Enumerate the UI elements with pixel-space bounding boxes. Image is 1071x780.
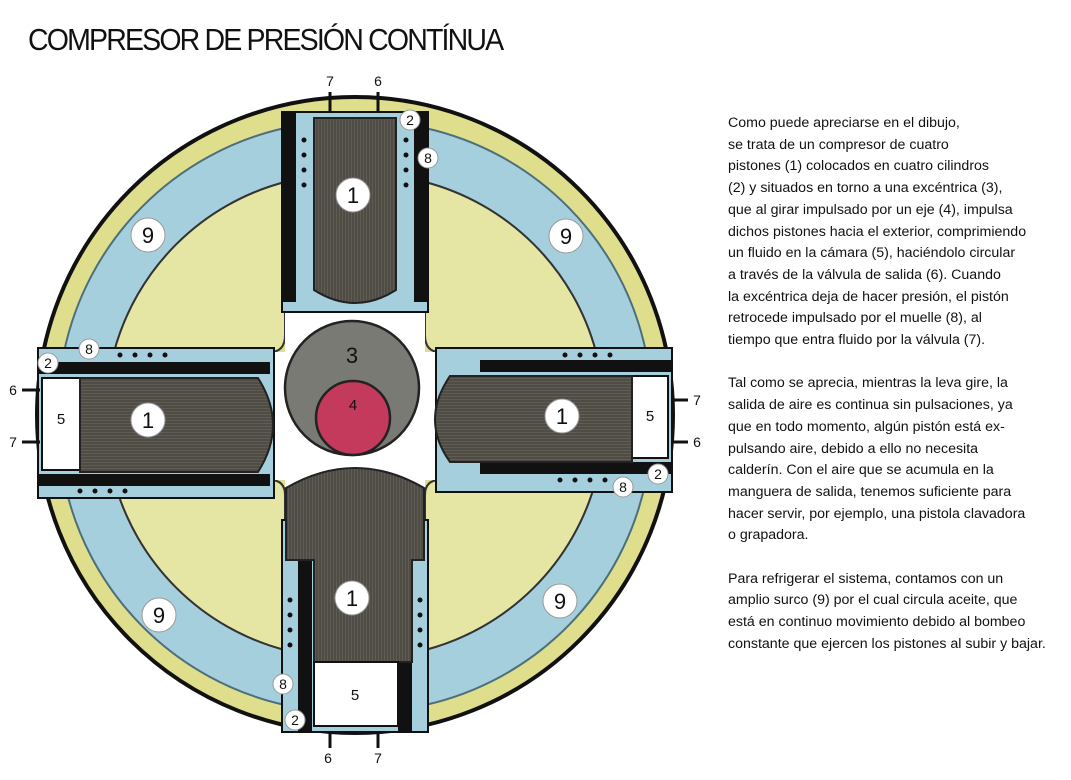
label-piston-left: 1 — [141, 408, 155, 433]
label-chamber-bottom: 5 — [350, 687, 360, 704]
label-spring-right: 8 — [619, 479, 627, 495]
label-cylinder-top: 2 — [406, 112, 414, 128]
label-shaft: 4 — [348, 397, 358, 414]
label-piston-right: 1 — [555, 404, 569, 429]
label-groove-bl: 9 — [152, 603, 166, 628]
label-spring-left: 8 — [85, 341, 93, 357]
label-inlet-bottom: 7 — [374, 750, 382, 766]
description-text — [728, 113, 1068, 677]
label-piston-top: 1 — [346, 183, 360, 208]
paragraph-2: Tal como se aprecia, mientras la leva gire, la salida de aire es continua sin pulsaciones, ya que en todo momento, algún pistón está ex- pulsando aire, debido a ello no necesita calderín. Con el aire que se acumula en la manguera de salida, tenemos suficiente para hacer servir, por ejemplo, una pistola clavadora o grapadora. — [728, 375, 1026, 544]
label-groove-tl: 9 — [141, 223, 155, 248]
label-piston-bottom: 1 — [345, 586, 359, 611]
label-inlet-top: 7 — [326, 73, 334, 89]
label-inlet-right: 7 — [693, 392, 701, 408]
label-chamber-right: 5 — [645, 408, 655, 425]
label-cylinder-bottom: 2 — [291, 712, 299, 728]
label-outlet-right: 6 — [693, 434, 701, 450]
label-groove-br: 9 — [553, 589, 567, 614]
label-chamber-left: 5 — [56, 411, 66, 428]
label-cylinder-left: 2 — [44, 355, 52, 371]
label-spring-top: 8 — [424, 150, 432, 166]
label-outlet-left: 6 — [9, 382, 17, 398]
label-groove-tr: 9 — [559, 224, 573, 249]
drive-shaft — [316, 381, 390, 455]
label-eccentric: 3 — [345, 343, 359, 368]
page-title: COMPRESOR DE PRESIÓN CONTÍNUA — [28, 22, 503, 57]
label-outlet-top: 6 — [374, 73, 382, 89]
label-outlet-bottom: 6 — [324, 750, 332, 766]
piston-left — [80, 378, 273, 472]
label-cylinder-right: 2 — [654, 466, 662, 482]
paragraph-3: Para refrigerar el sistema, contamos con un amplio surco (9) por el cual circula aceite, que está en continuo movimiento debido al bombeo constante que ejercen los pistones al subir y bajar. — [728, 570, 1046, 652]
paragraph-1: Como puede apreciarse en el dibujo, se trata de un compresor de cuatro pistones (1) colocados en cuatro cilindros (2) y situados en torno a una excéntrica (3), que al girar impulsado por un eje (4), impulsa dichos pistones hacia el exterior, comprimiendo un fluido en la cámara (5), haciéndolo circular a través de la válvula de salida (6). Cuando la excéntrica deja de hacer presión, el pistón retrocede impulsado por el muelle (8), al tiempo que entra fluido por la válvula (7). — [728, 115, 1027, 349]
piston-right — [435, 376, 632, 462]
label-spring-bottom: 8 — [279, 676, 287, 692]
label-inlet-left: 7 — [9, 434, 17, 450]
